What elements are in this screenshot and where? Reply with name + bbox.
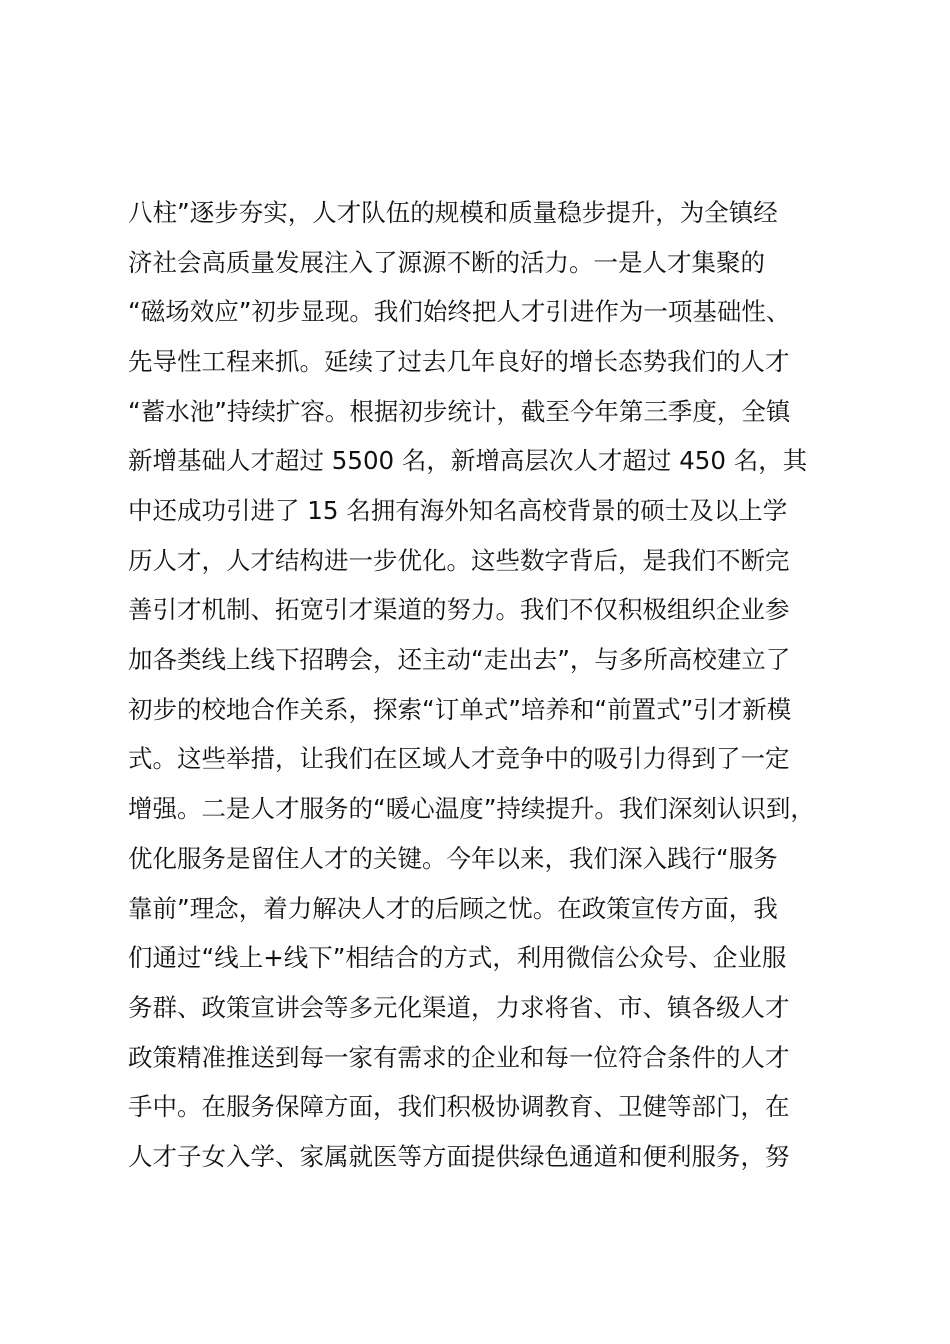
text-line-6: 新增基础人才超过 5500 名，新增高层次人才超过 450 名，其	[128, 446, 808, 475]
text-line-15: 靠前”理念，着力解决人才的后顾之忧。在政策宣传方面，我	[128, 894, 778, 923]
text-line-12: 式。这些举措，让我们在区域人才竞争中的吸引力得到了一定	[128, 744, 790, 773]
text-line-3: “磁场效应”初步显现。我们始终把人才引进作为一项基础性、	[128, 297, 791, 326]
text-line-2: 济社会高质量发展注入了源源不断的活力。一是人才集聚的	[128, 248, 765, 277]
text-line-13: 增强。二是人才服务的“暖心温度”持续提升。我们深刻认识到，	[128, 794, 815, 823]
text-line-8: 历人才，人才结构进一步优化。这些数字背后，是我们不断完	[128, 546, 790, 575]
text-line-11: 初步的校地合作关系，探索“订单式”培养和“前置式”引才新模	[128, 695, 792, 724]
text-line-5: “蓄水池”持续扩容。根据初步统计，截至今年第三季度，全镇	[128, 397, 791, 426]
text-line-9: 善引才机制、拓宽引才渠道的努力。我们不仅积极组织企业参	[128, 595, 790, 624]
text-line-19: 手中。在服务保障方面，我们积极协调教育、卫健等部门，在	[128, 1092, 790, 1121]
text-line-4: 先导性工程来抓。延续了过去几年良好的增长态势我们的人才	[128, 347, 790, 376]
text-line-18: 政策精准推送到每一家有需求的企业和每一位符合条件的人才	[128, 1043, 790, 1072]
text-line-16: 们通过“线上+线下”相结合的方式，利用微信公众号、企业服	[128, 943, 787, 972]
text-line-1: 八柱”逐步夯实，人才队伍的规模和质量稳步提升，为全镇经	[128, 198, 778, 227]
text-line-17: 务群、政策宣讲会等多元化渠道，力求将省、市、镇各级人才	[128, 993, 790, 1022]
text-line-7: 中还成功引进了 15 名拥有海外知名高校背景的硕士及以上学	[128, 496, 788, 525]
text-line-14: 优化服务是留住人才的关键。今年以来，我们深入践行“服务	[128, 844, 778, 873]
text-line-10: 加各类线上线下招聘会，还主动“走出去”，与多所高校建立了	[128, 645, 791, 674]
text-line-20: 人才子女入学、家属就医等方面提供绿色通道和便利服务，努	[128, 1142, 790, 1171]
